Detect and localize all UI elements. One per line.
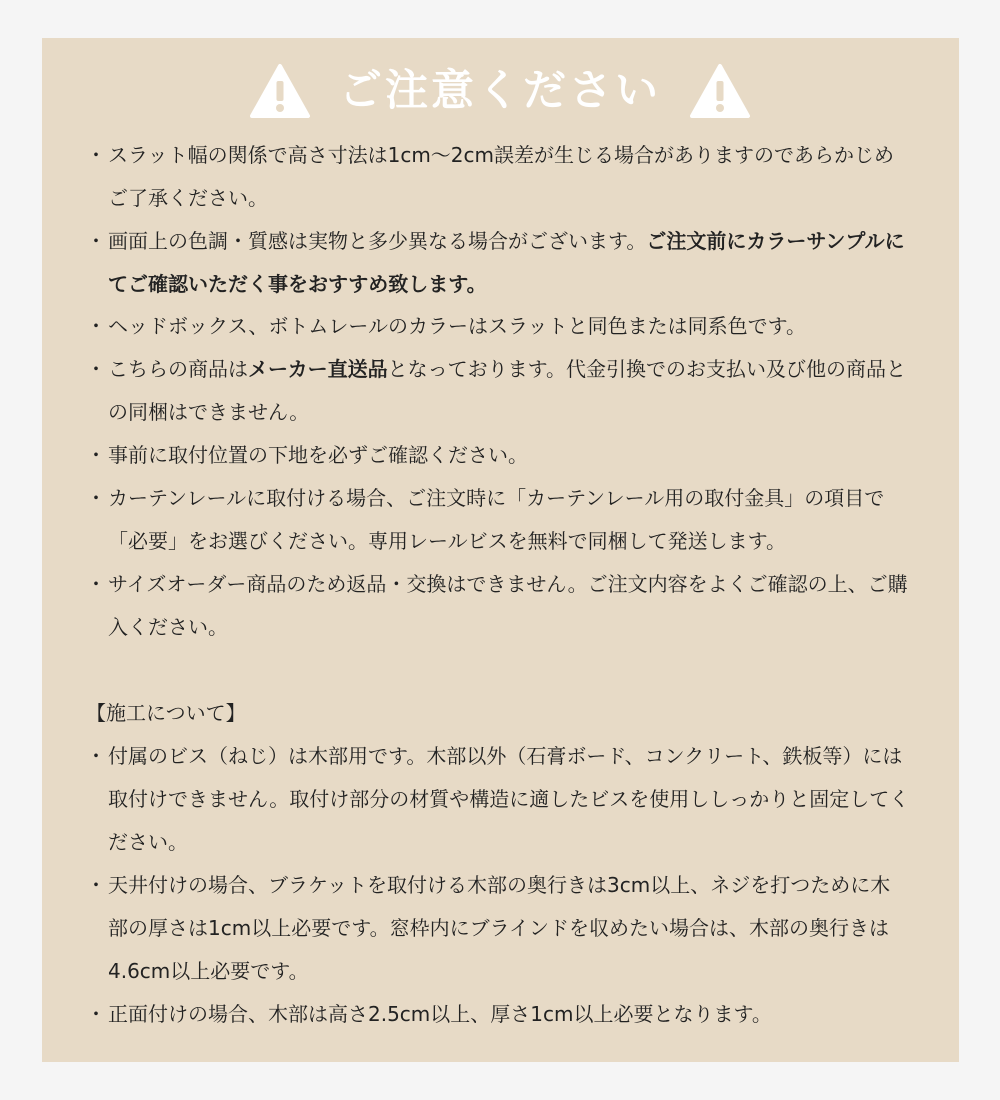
bullet: ・ [86, 744, 106, 768]
list-item [86, 993, 910, 1036]
list-item [86, 220, 910, 306]
bullet: ・ [86, 357, 106, 381]
bullet: ・ [86, 572, 106, 596]
note-emphasis: メーカー直送品 [248, 357, 388, 381]
section-heading: 【施工について】 [86, 701, 246, 725]
list-item [86, 134, 910, 220]
note-text: こちらの商品は [108, 357, 248, 381]
bullet: ・ [86, 486, 106, 510]
bullet: ・ [86, 873, 106, 897]
note-emphasis: ご注文前にカラーサンプルにてご確認いただく事をおすすめ致します。 [108, 229, 905, 296]
bullet: ・ [86, 229, 106, 253]
notice-title: ご注意ください [339, 65, 661, 116]
list-item [86, 864, 910, 993]
list-item [86, 305, 910, 348]
note-text: カーテンレールに取付ける場合、ご注文時に「カーテンレール用の取付金具」の項目で「必要」をお選びください。専用レールビスを無料で同梱して発送します。 [108, 486, 885, 553]
note-text: サイズオーダー商品のため返品・交換はできません。ご注文内容をよくご確認の上、ご購入ください。 [108, 572, 908, 639]
list-item [86, 348, 910, 434]
bullet: ・ [86, 314, 106, 338]
note-text: 画面上の色調・質感は実物と多少異なる場合がございます。 [108, 229, 647, 253]
note-text: 天井付けの場合、ブラケットを取付ける木部の奥行きは3cm以上、ネジを打つために木部の厚さは1cm以上必要です。窓枠内にブラインドを収めたい場合は、木部の奥行きは4.6cm以上必要です。 [108, 873, 891, 983]
bullet: ・ [86, 143, 106, 167]
note-text: 事前に取付位置の下地を必ずご確認ください。 [108, 443, 528, 467]
note-text: となっております。代金引換でのお支払い及び他の商品との同梱はできません。 [108, 357, 907, 424]
note-text: スラット幅の関係で高さ寸法は1cm〜2cm誤差が生じる場合がありますのであらかじめご了承ください。 [108, 143, 895, 210]
note-text: 付属のビス（ねじ）は木部用です。木部以外（石膏ボード、コンクリート、鉄板等）には取付けできません。取付け部分の材質や構造に適したビスを使用ししっかりと固定してください。 [108, 744, 910, 854]
list-item [86, 735, 910, 864]
list-item [86, 563, 910, 649]
bullet: ・ [86, 1002, 106, 1026]
note-text: 正面付けの場合、木部は高さ2.5cm以上、厚さ1cm以上必要となります。 [108, 1002, 772, 1026]
list-item [86, 477, 910, 563]
note-text: ヘッドボックス、ボトムレールのカラーはスラットと同色または同系色です。 [108, 314, 806, 338]
list-item [86, 434, 910, 477]
bullet: ・ [86, 443, 106, 467]
